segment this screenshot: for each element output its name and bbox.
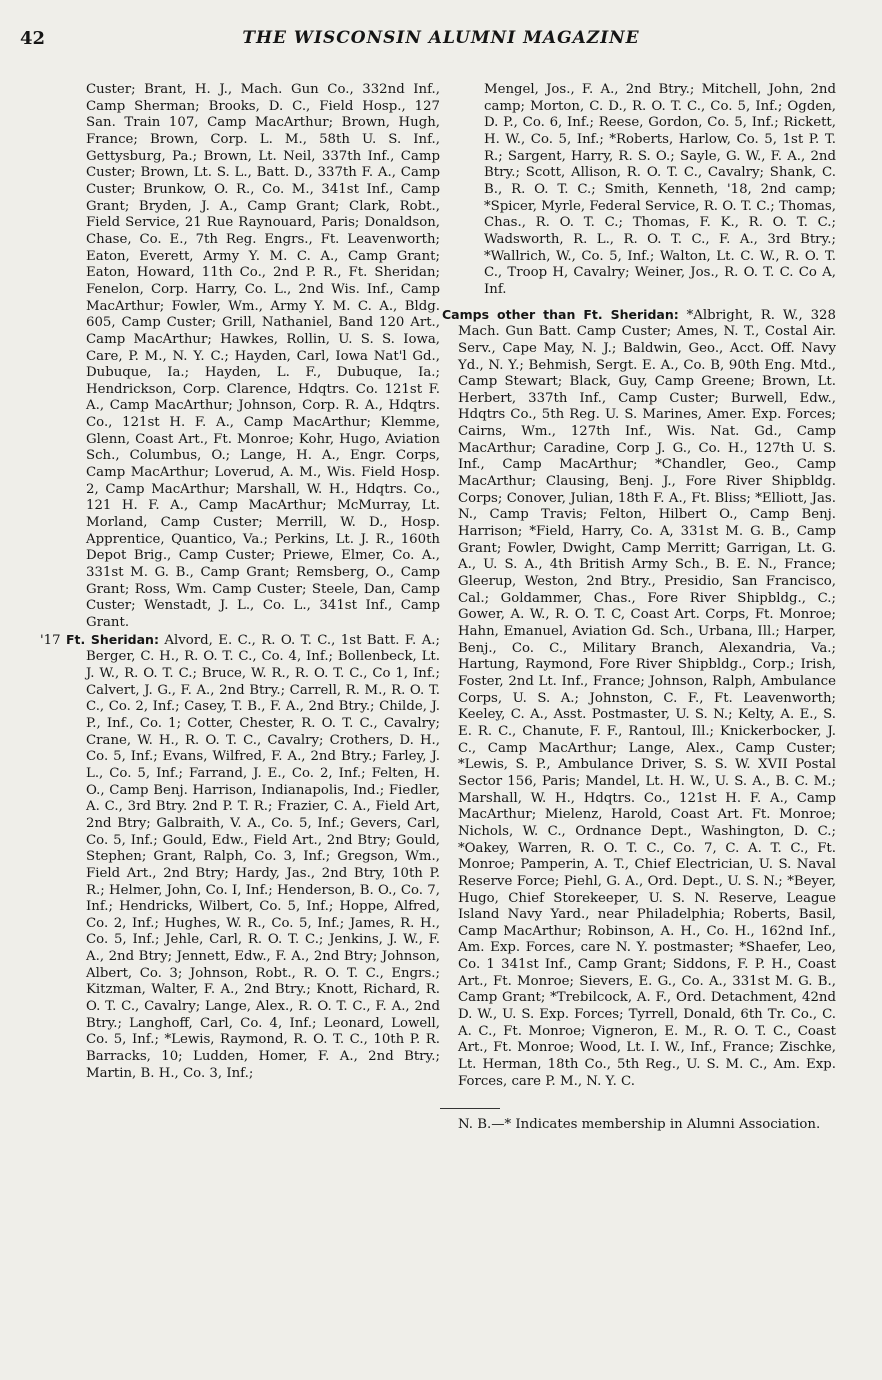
left-column	[40, 82, 440, 1082]
section-heading: Camps other than Ft. Sheridan:	[442, 306, 679, 322]
right-column	[440, 82, 836, 1134]
continued-listing: Custer; Brant, H. J., Mach. Gun Co., 332nd Inf., Camp Sherman; Brooks, D. C., Field Hosp., 127 San. Train 107, Camp MacArthur; Brown, Hugh, France; Brown, Corp. L. M., 58th U. S. Inf., Gettysburg, Pa.; Brown, Lt. Neil, 337th Inf., Camp Custer; Brown, Lt. S. L., Batt. D., 337th F. A., Camp Custer; Brunkow, O. R., Co. M., 341st Inf., Camp Grant; Bryden, J. A., Camp Grant; Clark, Robt., Field Service, 21 Rue Raynouard, Paris; Donaldson, Chase, Co. E., 7th Reg. Engrs., Ft. Leavenworth; Eaton, Everett, Army Y. M. C. A., Camp Grant; Eaton, Howard, 11th Co., 2nd P. R., Ft. Sheridan; Fenelon, Corp. Harry, Co. L., 2nd Wis. Inf., Camp MacArthur; Fowler, Wm., Army Y. M. C. A., Bldg. 605, Camp Custer; Grill, Nathaniel, Band 120 Art., Camp MacArthur; Hawkes, Rollin, U. S. S. Iowa, Care, P. M., N. Y. C.; Hayden, Carl, Iowa Nat'l Gd., Dubuque, Ia.; Hayden, L. F., Dubuque, Ia.; Hendrickson, Corp. Clarence, Hdqtrs. Co. 121st F. A., Camp MacArthur; Johnson, Corp. R. A., Hdqtrs. Co., 121st H. F. A., Camp MacArthur; Klemme, Glenn, Coast Art., Ft. Monroe; Kohr, Hugo, Aviation Sch., Columbus, O.; Lange, H. A., Engr. Corps, Camp MacArthur; Loverud, A. M., Wis. Field Hosp. 2, Camp MacArthur; Marshall, W. H., Hdqtrs. Co., 121 H. F. A., Camp MacArthur; McMurray, Lt. Morland, Camp Custer; Merrill, W. D., Hosp. Apprentice, Quantico, Va.; Perkins, Lt. J. R., 160th Depot Brig., Camp Custer; Priewe, Elmer, Co. A., 331st M. G. B., Camp Grant; Remsberg, O., Camp Grant; Ross, Wm. Camp Custer; Steele, Dan, Camp Custer; Wenstadt, J. L., Co. L., 341st Inf., Camp Grant.	[86, 82, 440, 630]
page-number: 42	[20, 28, 46, 49]
section-listing: Alvord, E. C., R. O. T. C., 1st Batt. F. A.; Berger, C. H., R. O. T. C., Co. 4, Inf.; Bollenbeck, Lt. J. W., R. O. T. C.; Bruce, W. R., R. O. T. C., Co 1, Inf.; Calvert, J. G., F. A., 2nd Btry.; Carrell, R. M., R. O. T. C., Co. 2, Inf.; Casey, T. B., F. A., 2nd Btry.; Childe, J. P., Inf., Co. 1; Cotter, Chester, R. O. T. C., Cavalry; Crane, W. H., R. O. T. C., Cavalry; Crothers, D. H., Co. 5, Inf.; Evans, Wilfred, F. A., 2nd Btry.; Farley, J. L., Co. 5, Inf.; Farrand, J. E., Co. 2, Inf.; Felten, H. O., Camp Benj. Harrison, Indianapolis, Ind.; Fiedler, A. C., 3rd Btry. 2nd P. T. R.; Frazier, C. A., Field Art, 2nd Btry; Galbraith, V. A., Co. 5, Inf.; Gevers, Carl, Co. 5, Inf.; Gould, Edw., Field Art., 2nd Btry; Gould, Stephen; Grant, Ralph, Co. 3, Inf.; Gregson, Wm., Field Art., 2nd Btry; Hardy, Jas., 2nd Btry, 10th P. R.; Helmer, John, Co. I, Inf.; Henderson, B. O., Co. 7, Inf.; Hendricks, Wilbert, Co. 5, Inf.; Hoppe, Alfred, Co. 2, Inf.; Hughes, W. R., Co. 5, Inf.; James, R. H., Co. 5, Inf.; Jehle, Carl, R. O. T. C.; Jenkins, J. W., F. A., 2nd Btry; Jennett, Edw., F. A., 2nd Btry; Johnson, Albert, Co. 3; Johnson, Robt., R. O. T. C., Engrs.; Kitzman, Walter, F. A., 2nd Btry.; Knott, Richard, R. O. T. C., Cavalry; Lange, Alex., R. O. T. C., F. A., 2nd Btry.; Langhoff, Carl, Co. 4, Inf.; Leonard, Lowell, Co. 5, Inf.; *Lewis, Raymond, R. O. T. C., 10th P. R. Barracks, 10; Ludden, Homer, F. A., 2nd Btry.; Martin, B. H., Co. 3, Inf.;	[86, 632, 441, 1081]
section-year: '17	[40, 632, 61, 648]
other-camps-section	[440, 307, 836, 1091]
footnote-divider	[440, 1108, 500, 1109]
magazine-title: THE WISCONSIN ALUMNI MAGAZINE	[242, 28, 640, 48]
section-heading: Ft. Sheridan:	[66, 631, 159, 647]
section-listing: *Albright, R. W., 328 Mach. Gun Batt. Camp Custer; Ames, N. T., Costal Air. Serv., Cape May, N. J.; Baldwin, Geo., Acct. Off. Navy Yd., N. Y.; Behmish, Sergt. E. A., Co. B, 90th Eng. Mtd., Camp Stewart; Black, Guy, Camp Greene; Brown, Lt. Herbert, 337th Inf., Camp Custer; Burwell, Edw., Hdqtrs Co., 5th Reg. U. S. Marines, Amer. Exp. Forces; Cairns, Wm., 127th Inf., Wis. Nat. Gd., Camp MacArthur; Caradine, Corp J. G., Co. H., 127th U. S. Inf., Camp MacArthur; *Chandler, Geo., Camp MacArthur; Clausing, Benj. J., Fore River Shipbldg. Corps; Conover, Julian, 18th F. A., Ft. Bliss; *Elliott, Jas. N., Camp Travis; Felton, Hilbert O., Camp Benj. Harrison; *Field, Harry, Co. A, 331st M. G. B., Camp Grant; Fowler, Dwight, Camp Merritt; Garrigan, Lt. G. A., U. S. A., 4th British Army Sch., B. E. N., France; Gleerup, Weston, 2nd Btry., Presidio, San Francisco, Cal.; Goldammer, Chas., Fore River Shipbldg., C.; Gower, A. W., R. O. T. C, Coast Art. Corps, Ft. Monroe; Hahn, Emanuel, Aviation Gd. Sch., Urbana, Ill.; Harper, Benj., Co. C., Military Branch, Alexandria, Va.; Hartung, Raymond, Fore River Shipbldg., Corp.; Irish, Foster, 2nd Lt. Inf., France; Johnson, Ralph, Ambulance Corps, U. S. A.; Johnston, C. F., Ft. Leavenworth; Keeley, C. A., Asst. Postmaster, U. S. N.; Kelty, A. E., S. E. R. C., Chanute, F. F., Rantoul, Ill.; Knickerbocker, J. C., Camp MacArthur; Lange, Alex., Camp Custer; *Lewis, S. P., Ambulance Driver, S. S. W. XVII Postal Sector 156, Paris; Mandel, Lt. H. W., U. S. A., B. C. M.; Marshall, W. H., Hdqtrs. Co., 121st H. F. A., Camp MacArthur; Mielenz, Harold, Coast Art. Ft. Monroe; Nichols, W. C., Ordnance Dept., Washington, D. C.; *Oakey, Warren, R. O. T. C., Co. 7, C. A. T. C., Ft. Monroe; Pamperin, A. T., Chief Electrician, U. S. Naval Reserve Force; Piehl, G. A., Ord. Dept., U. S. N.; *Beyer, Hugo, Chief Storekeeper, U. S. N. Reserve, League Island Navy Yard., near Philadelphia; Roberts, Basil, Camp MacArthur; Robinson, A. H., Co. H., 162nd Inf., Am. Exp. Forces, care N. Y. postmaster; *Shaefer, Leo, Co. 1 341st Inf., Camp Grant; Siddons, F. P. H., Coast Art., Ft. Monroe; Sievers, E. G., Co. A., 331st M. G. B., Camp Grant; *Trebilcock, A. F., Ord. Detachment, 42nd D. W., U. S. Exp. Forces; Tyrrell, Donald, 6th Tr. Co., C. A. C., Ft. Monroe; Vigneron, E. M., R. O. T. C., Coast Art., Ft. Monroe; Wood, Lt. I. W., Inf., France; Zischke, Lt. Herman, 18th Co., 5th Reg., U. S. M. C., Am. Exp. Forces, care P. M., N. Y. C.	[458, 307, 836, 1089]
footnote: N. B.—* Indicates membership in Alumni Association.	[458, 1117, 821, 1133]
ft-sheridan-section	[40, 632, 440, 1083]
continued-listing: Mengel, Jos., F. A., 2nd Btry.; Mitchell, John, 2nd camp; Morton, C. D., R. O. T. C., Co. 5, Inf.; Ogden, D. P., Co. 6, Inf.; Reese, Gordon, Co. 5, Inf.; Rickett, H. W., Co. 5, Inf.; *Roberts, Harlow, Co. 5, 1st P. T. R.; Sargent, Harry, R. S. O.; Sayle, G. W., F. A., 2nd Btry.; Scott, Allison, R. O. T. C., Cavalry; Shank, C. B., R. O. T. C.; Smith, Kenneth, '18, 2nd camp; *Spicer, Myrle, Federal Service, R. O. T. C.; Thomas, Chas., R. O. T. C.; Thomas, F. K., R. O. T. C.; Wadsworth, R. L., R. O. T. C., F. A., 3rd Btry.; *Wallrich, W., Co. 5, Inf.; Walton, Lt. C. W., R. O. T. C., Troop H, Cavalry; Weiner, Jos., R. O. T. C. Co A, Inf.	[484, 82, 836, 297]
